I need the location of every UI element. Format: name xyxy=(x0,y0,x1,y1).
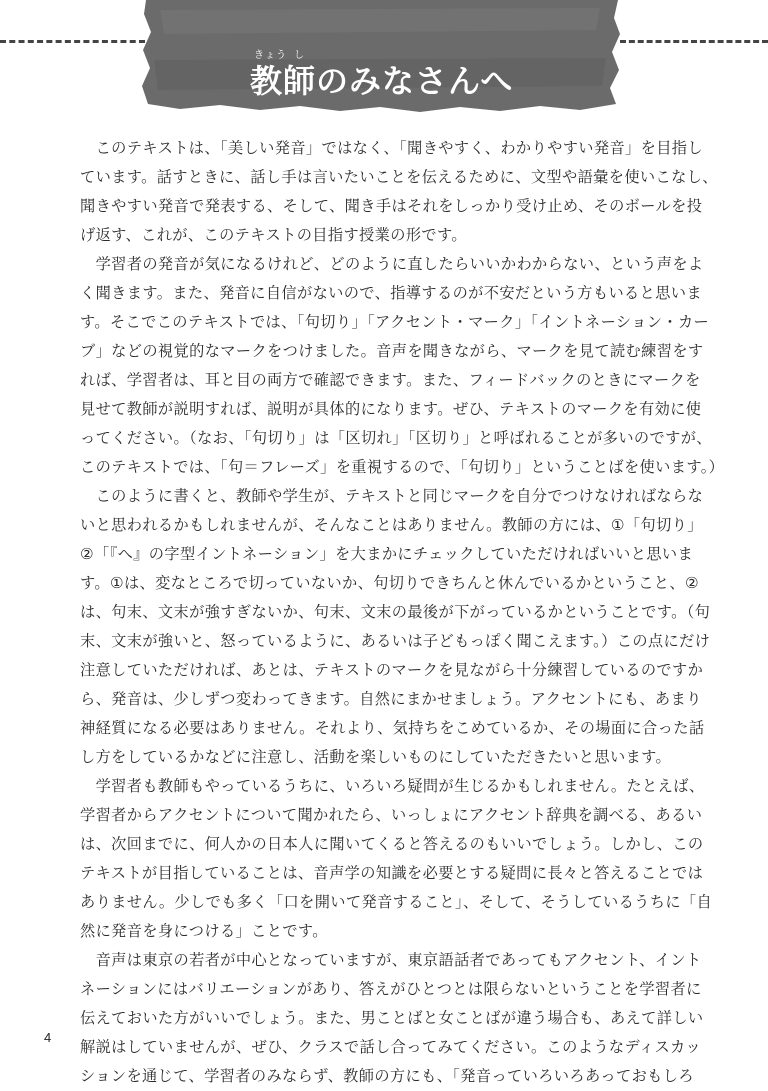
text-line: 注意していただければ、あとは、テキストのマークを見ながら十分練習しているのですか xyxy=(80,661,704,679)
text-line: ています。話すときに、話し手は言いたいことを伝えるために、文型や語彙を使いこなし、 xyxy=(80,168,718,186)
text-line: ありません。少しでも多く「口を開いて発音すること」、そして、そうしているうちに「自 xyxy=(80,893,713,911)
text-line: ブ」などの視覚的なマークをつけました。音声を聞きながら、マークを見て読む練習をす xyxy=(80,342,704,360)
text-line: ネーションにはバリエーションがあり、答えがひとつとは限らないということを学習者に xyxy=(80,980,702,998)
ruby-shi: し xyxy=(294,50,305,61)
text-line: れば、学習者は、耳と目の両方で確認できます。また、フィードバックのときにマークを xyxy=(80,371,701,389)
text-line: 神経質になる必要はありません。それより、気持ちをこめているか、その場面に合った話 xyxy=(80,719,705,737)
text-line: 聞きやすい発音で発表する、そして、聞き手はそれをしっかり受け止め、そのボールを投 xyxy=(80,197,703,215)
header-dashed-rule-left xyxy=(0,40,145,43)
text-line: す。そこでこのテキストでは、「句切り」「アクセント・マーク」「イントネーション・カー xyxy=(80,313,710,331)
text-line: ②「『へ』の字型イントネーション」を大まかにチェックしていただければいいと思いま xyxy=(80,545,694,563)
text-line: いと思われるかもしれませんが、そんなことはありません。教師の方には、①「句切り」 xyxy=(80,516,703,534)
text-line: す。①は、変なところで切っていないか、句切りできちんと休んでいるかということ、② xyxy=(80,574,699,592)
text-line: 伝えておいた方がいいでしょう。また、男ことばと女ことばが違う場合も、あえて詳しい xyxy=(80,1009,704,1027)
text-line: く聞きます。また、発音に自信がないので、指導するのが不安だという方もいると思いま xyxy=(80,284,702,302)
paragraph-1 xyxy=(80,134,718,250)
text-line: 末、文末が強いと、怒っているように、あるいは子どもっぽく聞こえます。）この点にだけ xyxy=(80,632,711,650)
ruby-kyou: きょう xyxy=(254,50,287,61)
text-line: ら、発音は、少しずつ変わってきます。自然にまかせましょう。アクセントにも、あまり xyxy=(80,690,702,708)
text-line: このテキストでは、「句＝フレーズ」を重視するので、「句切り」ということばを使います。） xyxy=(80,458,725,476)
page-number: 4 xyxy=(44,1030,52,1045)
text-line: げ返す、これが、このテキストの目指す授業の形です。 xyxy=(80,226,467,244)
paragraph-3 xyxy=(80,482,711,772)
text-line: 見せて教師が説明すれば、説明が具体的になります。ぜひ、テキストのマークを有効に使 xyxy=(80,400,702,418)
text-line: 音声は東京の若者が中心となっていますが、東京語話者であってもアクセント、イント xyxy=(80,951,702,969)
text-line: ってください。（なお、「句切り」は「区切れ」「区切り」と呼ばれることが多いのですが、 xyxy=(80,429,712,447)
paragraph-4 xyxy=(80,772,713,946)
text-line: ションを通じて、学習者のみならず、教師の方にも、「発音っていろいろあっておもしろ xyxy=(80,1067,694,1085)
text-line: 解説はしていませんが、ぜひ、クラスで話し合ってみてください。このようなディスカッ xyxy=(80,1038,702,1056)
page-title: 教師のみなさんへ xyxy=(250,62,514,100)
text-line: 然に発音を身につける」ことです。 xyxy=(80,922,328,940)
paragraph-2 xyxy=(80,250,725,482)
text-line: は、句末、文末が強すぎないか、句末、文末の最後が下がっているかということです。（句 xyxy=(80,603,711,621)
text-line: し方をしているかなどに注意し、活動を楽しいものにしていただきたいと思います。 xyxy=(80,748,672,766)
text-line: 学習者も教師もやっているうちに、いろいろ疑問が生じるかもしれません。たとえば、 xyxy=(80,777,705,795)
body-text xyxy=(80,134,725,1091)
text-line: 学習者の発音が気になるけれど、どのように直したらいいかわからない、という声をよ xyxy=(80,255,704,273)
text-line: テキストが目指していることは、音声学の知識を必要とする疑問に長々と答えることでは xyxy=(80,864,704,882)
text-line: このテキストは、「美しい発音」ではなく、「聞きやすく、わかりやすい発音」を目指し xyxy=(80,139,703,157)
header-dashed-rule-right xyxy=(620,40,768,43)
text-line: このように書くと、教師や学生が、テキストと同じマークを自分でつけなければならな xyxy=(80,487,704,505)
text-line: は、次回までに、何人かの日本人に聞いてくると答えるのもいいでしょう。しかし、この xyxy=(80,835,704,853)
text-line: 学習者からアクセントについて聞かれたら、いっしょにアクセント辞典を調べる、あるい xyxy=(80,806,703,824)
paragraph-5 xyxy=(80,946,704,1091)
